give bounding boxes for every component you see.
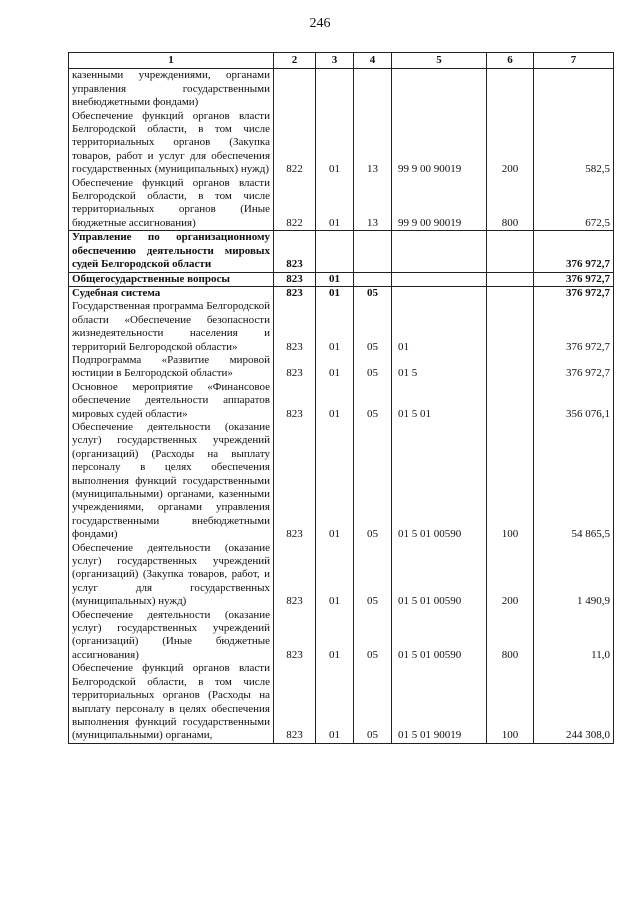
row-target-article [392,286,487,300]
table-body [69,69,614,743]
table-row [69,421,614,542]
budget-table [68,52,614,744]
row-amount: 376 972,7 [534,286,614,300]
row-amount [534,69,614,110]
row-expense-type: 100 [487,421,534,542]
row-ministry-code: 823 [274,662,316,743]
row-subsection [354,69,392,110]
row-expense-type [487,354,534,381]
table-row [69,354,614,381]
row-name: Обеспечение функций органов власти Белгородской области, в том числе территориальных органов (Расходы на выплату персоналу в целях обеспечения выполнения функций государственными (муниципальными) органами, [69,662,274,743]
row-amount: 376 972,7 [534,300,614,354]
row-name: Общегосударственные вопросы [69,272,274,286]
row-target-article: 99 9 00 90019 [392,110,487,177]
row-name: Государственная программа Белгородской области «Обеспечение безопасности жизнедеятельности населения и территорий Белгородской области» [69,300,274,354]
row-subsection: 05 [354,381,392,421]
row-subsection [354,272,392,286]
table-row [69,69,614,110]
table-row [69,381,614,421]
header-col-6: 6 [487,53,534,69]
row-amount: 1 490,9 [534,542,614,609]
row-name: Обеспечение деятельности (оказание услуг) государственных учреждений (организаций) (Закупка товаров, работ, и услуг для государственных (муниципальных) нужд) [69,542,274,609]
row-name: Обеспечение деятельности (оказание услуг) государственных учреждений (организаций) (Иные бюджетные ассигнования) [69,609,274,663]
row-ministry-code: 823 [274,354,316,381]
row-section: 01 [316,609,354,663]
row-expense-type [487,286,534,300]
row-subsection: 05 [354,662,392,743]
header-col-5: 5 [392,53,487,69]
row-target-article: 99 9 00 90019 [392,177,487,231]
row-subsection: 05 [354,421,392,542]
row-target-article: 01 5 01 00590 [392,421,487,542]
row-expense-type [487,231,534,272]
row-target-article [392,69,487,110]
table-row [69,110,614,177]
row-name: Обеспечение функций органов власти Белгородской области, в том числе территориальных органов (Иные бюджетные ассигнования) [69,177,274,231]
row-section: 01 [316,272,354,286]
row-subsection: 05 [354,354,392,381]
row-ministry-code: 823 [274,300,316,354]
row-section: 01 [316,177,354,231]
row-ministry-code: 823 [274,272,316,286]
row-section: 01 [316,662,354,743]
table-row [69,542,614,609]
row-subsection: 13 [354,110,392,177]
header-col-1: 1 [69,53,274,69]
table-row [69,609,614,663]
row-name: Основное мероприятие «Финансовое обеспечение деятельности аппаратов мировых судей области» [69,381,274,421]
row-name: Подпрограмма «Развитие мировой юстиции в Белгородской области» [69,354,274,381]
table-row [69,231,614,272]
row-amount: 54 865,5 [534,421,614,542]
row-expense-type [487,381,534,421]
row-amount: 376 972,7 [534,354,614,381]
row-target-article: 01 5 01 90019 [392,662,487,743]
row-name: казенными учреждениями, органами управления государственными внебюджетными фондами) [69,69,274,110]
row-expense-type [487,272,534,286]
row-name: Обеспечение функций органов власти Белгородской области, в том числе территориальных органов (Закупка товаров, работ и услуг для обеспечения государственных (муниципальных) нужд) [69,110,274,177]
row-ministry-code: 823 [274,381,316,421]
row-section: 01 [316,381,354,421]
row-amount: 244 308,0 [534,662,614,743]
table-row [69,177,614,231]
row-expense-type: 200 [487,110,534,177]
row-target-article: 01 5 01 00590 [392,542,487,609]
row-subsection: 05 [354,542,392,609]
row-target-article: 01 5 [392,354,487,381]
row-target-article: 01 5 01 00590 [392,609,487,663]
row-expense-type: 800 [487,609,534,663]
row-subsection: 13 [354,177,392,231]
row-section: 01 [316,354,354,381]
row-amount: 376 972,7 [534,272,614,286]
header-col-2: 2 [274,53,316,69]
row-amount: 356 076,1 [534,381,614,421]
row-subsection: 05 [354,286,392,300]
header-col-3: 3 [316,53,354,69]
row-amount: 11,0 [534,609,614,663]
row-ministry-code: 823 [274,231,316,272]
row-section: 01 [316,300,354,354]
row-ministry-code: 823 [274,421,316,542]
row-expense-type: 100 [487,662,534,743]
header-col-7: 7 [534,53,614,69]
row-section: 01 [316,542,354,609]
row-ministry-code: 823 [274,542,316,609]
row-amount: 672,5 [534,177,614,231]
row-ministry-code: 823 [274,286,316,300]
row-name: Обеспечение деятельности (оказание услуг) государственных учреждений (организаций) (Расходы на выплату персоналу в целях обеспечения выполнения функций государственными (муниципальными) органами, казенными учреждениями, органами управления государственными внебюджетными фондами) [69,421,274,542]
row-expense-type [487,69,534,110]
header-col-4: 4 [354,53,392,69]
row-expense-type: 800 [487,177,534,231]
row-target-article: 01 5 01 [392,381,487,421]
row-amount: 376 972,7 [534,231,614,272]
row-subsection: 05 [354,609,392,663]
table-row [69,662,614,743]
row-subsection [354,231,392,272]
row-name: Управление по организационному обеспечению деятельности мировых судей Белгородской области [69,231,274,272]
page-number: 246 [309,16,331,31]
row-amount: 582,5 [534,110,614,177]
row-subsection: 05 [354,300,392,354]
row-target-article: 01 [392,300,487,354]
table-header-row [69,53,614,69]
row-ministry-code: 822 [274,177,316,231]
row-section: 01 [316,421,354,542]
table-row [69,272,614,286]
row-section [316,69,354,110]
row-section: 01 [316,286,354,300]
row-expense-type: 200 [487,542,534,609]
row-ministry-code [274,69,316,110]
row-expense-type [487,300,534,354]
row-section: 01 [316,110,354,177]
row-name: Судебная система [69,286,274,300]
row-section [316,231,354,272]
row-target-article [392,231,487,272]
row-target-article [392,272,487,286]
table-row [69,300,614,354]
row-ministry-code: 823 [274,609,316,663]
row-ministry-code: 822 [274,110,316,177]
table-row [69,286,614,300]
